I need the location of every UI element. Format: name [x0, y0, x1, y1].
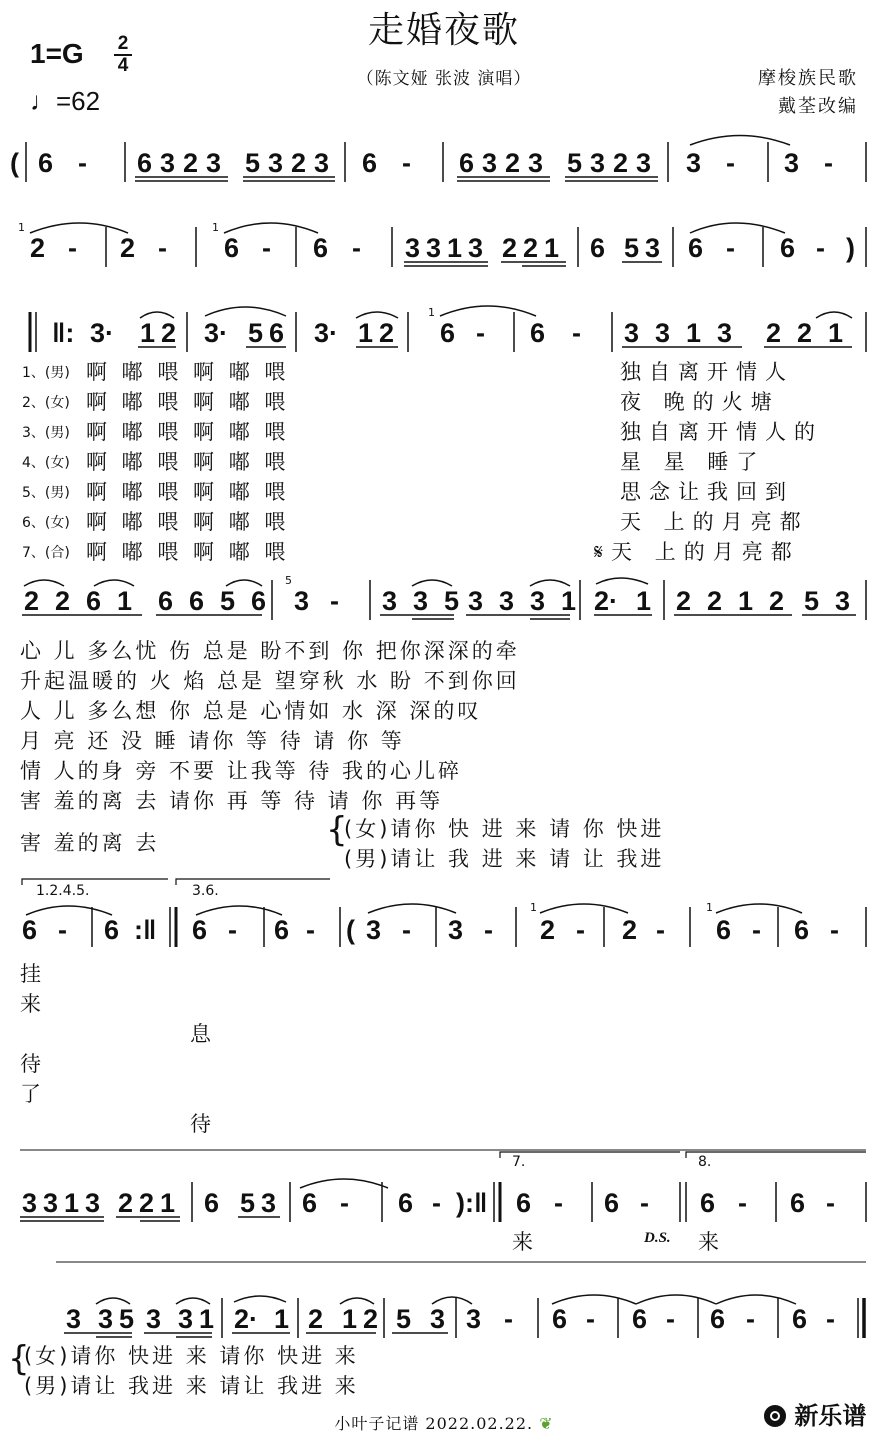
note: 3· — [204, 318, 229, 348]
note: 6 — [38, 148, 54, 178]
dash: - — [484, 915, 493, 945]
system-1-lines — [0, 140, 888, 200]
dash: - — [68, 233, 77, 263]
note: 6 — [552, 1304, 568, 1334]
note: 1 — [636, 586, 652, 616]
dash: - — [576, 915, 585, 945]
dash: - — [726, 233, 735, 263]
note: 3 — [146, 1304, 162, 1334]
end-word: 待 — [190, 1112, 211, 1136]
verse-label: 4、(女) — [22, 455, 70, 471]
note-group: 12 — [140, 318, 183, 348]
dash: - — [402, 915, 411, 945]
dash: - — [158, 233, 167, 263]
dash: - — [746, 1304, 755, 1334]
dash: - — [340, 1188, 349, 1218]
lyric-split-female: (女)请你 快 进 来 请 你 快进 — [344, 817, 665, 841]
note: 3 — [448, 915, 464, 945]
dash: - — [816, 233, 825, 263]
dash: - — [824, 148, 833, 178]
note-group: 221 — [118, 1188, 182, 1218]
note: 6 — [604, 1188, 620, 1218]
volta-3: 7. — [512, 1154, 526, 1170]
chorus-lyric: 啊 嘟 喂 啊 嘟 喂 — [86, 480, 290, 504]
note-group: 5323 — [245, 148, 338, 178]
note: 2 — [30, 233, 46, 263]
verse-lyric: 夜 晚的火塘 — [620, 390, 780, 414]
quarter-note-icon: ♩ — [30, 86, 56, 116]
site-logo — [764, 1396, 866, 1431]
verse-label: 7、(合) — [22, 545, 70, 561]
time-top: 2 — [117, 33, 129, 54]
note: 2· — [594, 586, 619, 616]
note: 3 — [66, 1304, 82, 1334]
note: 6 — [204, 1188, 220, 1218]
dal-segno: D.S. — [644, 1230, 671, 1246]
note-group: 53 — [240, 1188, 283, 1218]
paren-open: ( — [10, 148, 19, 178]
credit-arranger: 戴荃改编 — [778, 96, 858, 117]
verse-label: 2、(女) — [22, 395, 70, 411]
note: 1 — [274, 1304, 290, 1334]
note-group: 5323 — [567, 148, 660, 178]
note-group: 12 — [342, 1304, 385, 1334]
note: 3 — [466, 1304, 482, 1334]
note: 2 — [540, 915, 556, 945]
note-group: 53 — [624, 233, 667, 263]
performers: （陈文娅 张波 演唱） — [356, 69, 532, 89]
verse-lyric: 天 上的月亮都 — [620, 510, 809, 534]
dash: - — [306, 915, 315, 945]
coda-word: 来 — [698, 1230, 719, 1254]
note: 3 — [686, 148, 702, 178]
note: 3· — [314, 318, 339, 348]
final-lyric-female: (女)请你 快进 来 请你 快进 来 — [24, 1344, 359, 1368]
note: 2 — [308, 1304, 324, 1334]
note-group: 3331 — [468, 586, 593, 616]
note: 3 — [430, 1304, 446, 1334]
dash: - — [572, 318, 581, 348]
note: 6 — [794, 915, 810, 945]
chorus-lyric: 啊 嘟 喂 啊 嘟 喂 — [86, 540, 290, 564]
note: 2· — [234, 1304, 259, 1334]
chorus-lyric: 啊 嘟 喂 啊 嘟 喂 — [86, 510, 290, 534]
note-group: 2212 — [676, 586, 801, 616]
grace-note: 5 — [285, 574, 292, 587]
end-word: 来 — [20, 992, 41, 1016]
repeat-end: ):‖ — [456, 1188, 488, 1218]
dash: - — [726, 148, 735, 178]
verse-label: 3、(男) — [22, 425, 70, 441]
note: 3 — [784, 148, 800, 178]
note-group: 35 — [98, 1304, 141, 1334]
note: 6 — [516, 1188, 532, 1218]
repeat-start: ‖: — [52, 318, 75, 348]
note: 6 — [688, 233, 704, 263]
dash: - — [228, 915, 237, 945]
lyric-line: 升起温暖的 火 焰 总是 望穿秋 水 盼 不到你回 — [20, 669, 520, 693]
note-group: 56 — [248, 318, 291, 348]
note-group: 3313 — [405, 233, 490, 263]
note-group: 6323 — [459, 148, 552, 178]
grace-note: 1 — [212, 221, 219, 234]
note-group: 31 — [178, 1304, 221, 1334]
chorus-lyric: 啊 嘟 喂 啊 嘟 喂 — [86, 360, 290, 384]
grace-note: 1 — [706, 901, 713, 914]
song-title: 走婚夜歌 — [367, 10, 520, 51]
verse-lyric-segno: 𝄋天 上的月亮都 — [594, 540, 800, 564]
dash: - — [78, 148, 87, 178]
verse-label: 1、(男) — [22, 365, 70, 381]
dash: - — [586, 1304, 595, 1334]
repeat-end: :‖ — [134, 915, 157, 945]
paren-open: ( — [346, 915, 355, 945]
logo-text: 新乐谱 — [794, 1402, 867, 1430]
dash: - — [504, 1304, 513, 1334]
lyric-line: 害 羞的离 去 — [20, 831, 160, 855]
coda-word: 来 — [512, 1230, 533, 1254]
verse-lyric: 星 星 睡了 — [620, 450, 766, 474]
time-signature — [112, 34, 134, 76]
note: 6 — [224, 233, 240, 263]
dash: - — [826, 1188, 835, 1218]
lyric-split-male: (男)请让 我 进 来 请 让 我进 — [344, 847, 665, 871]
note: 6 — [780, 233, 796, 263]
dash: - — [58, 915, 67, 945]
note: 6 — [104, 915, 120, 945]
note: 3 — [294, 586, 310, 616]
dash: - — [656, 915, 665, 945]
dash: - — [432, 1188, 441, 1218]
verse-label: 6、(女) — [22, 515, 70, 531]
time-bottom: 4 — [117, 55, 129, 76]
note-group: 12 — [358, 318, 401, 348]
key-signature: 1=G — [30, 38, 84, 69]
dash: - — [476, 318, 485, 348]
grace-note: 1 — [18, 221, 25, 234]
note: 6 — [792, 1304, 808, 1334]
note-group: 221 — [766, 318, 860, 348]
verse-lyric: 独自离开情人 — [620, 360, 794, 384]
note: 2 — [622, 915, 638, 945]
end-word: 挂 — [20, 962, 41, 986]
dash: - — [666, 1304, 675, 1334]
footer-text: 小叶子记谱 2022.02.22. — [334, 1414, 534, 1433]
record-icon — [764, 1405, 786, 1427]
dash: - — [262, 233, 271, 263]
volta-4: 8. — [698, 1154, 712, 1170]
lyric-line: 人 儿 多么想 你 总是 心情如 水 深 深的叹 — [20, 699, 482, 723]
volta-1: 1.2.4.5. — [36, 883, 90, 899]
end-word: 息 — [190, 1022, 211, 1046]
note-group: 221 — [502, 233, 566, 263]
note: 6 — [362, 148, 378, 178]
verse-label: 5、(男) — [22, 485, 70, 501]
dash: - — [640, 1188, 649, 1218]
leaf-icon: ❦ — [539, 1414, 554, 1433]
dash: - — [352, 233, 361, 263]
dash: - — [738, 1188, 747, 1218]
chorus-lyric: 啊 嘟 喂 啊 嘟 喂 — [86, 450, 290, 474]
grace-note: 1 — [530, 901, 537, 914]
tempo-value: =62 — [56, 86, 101, 116]
note: 3· — [90, 318, 115, 348]
dash: - — [330, 586, 339, 616]
end-word: 了 — [20, 1082, 41, 1106]
paren-close: ) — [846, 233, 855, 263]
lyric-line: 心 儿 多么忧 伤 总是 盼不到 你 把你深深的牵 — [20, 639, 520, 663]
chorus-lyric: 啊 嘟 喂 啊 嘟 喂 — [86, 390, 290, 414]
tempo — [30, 86, 100, 117]
lyric-line: 月 亮 还 没 睡 请你 等 待 请 你 等 — [20, 729, 405, 753]
note: 6 — [590, 233, 606, 263]
dash: - — [752, 915, 761, 945]
volta-2: 3.6. — [192, 883, 219, 899]
note-group: 6656 — [158, 586, 283, 616]
note-group: 6323 — [137, 148, 230, 178]
note: 6 — [313, 233, 329, 263]
dash: - — [554, 1188, 563, 1218]
note: 2 — [120, 233, 136, 263]
dash: - — [830, 915, 839, 945]
note: 6 — [632, 1304, 648, 1334]
verse-lyric: 思念让我回到 — [620, 480, 794, 504]
lyric-line: 害 羞的离 去 请你 再 等 待 请 你 再等 — [20, 789, 444, 813]
note-group: 3313 — [22, 1188, 107, 1218]
note: 6 — [22, 915, 38, 945]
footer-credit — [0, 1411, 888, 1434]
note: 6 — [716, 915, 732, 945]
end-word: 待 — [20, 1052, 41, 1076]
verse-lyric: 独自离开情人的 — [620, 420, 823, 444]
note: 6 — [790, 1188, 806, 1218]
brace-icon: { — [326, 810, 348, 850]
note-group: 335 — [382, 586, 476, 616]
credit-genre: 摩梭族民歌 — [758, 68, 858, 89]
lyric-line: 情 人的身 旁 不要 让我等 待 我的心儿碎 — [20, 759, 463, 783]
note: 5 — [396, 1304, 412, 1334]
final-lyric-male: (男)请让 我进 来 请让 我进 来 — [24, 1374, 359, 1398]
note: 6 — [700, 1188, 716, 1218]
dash: - — [402, 148, 411, 178]
note-group: 3313 — [624, 318, 749, 348]
note: 6 — [192, 915, 208, 945]
note: 6 — [530, 318, 546, 348]
dash: - — [826, 1304, 835, 1334]
note: 6 — [398, 1188, 414, 1218]
note: 6 — [440, 318, 456, 348]
note: 6 — [710, 1304, 726, 1334]
note: 3 — [366, 915, 382, 945]
chorus-lyric: 啊 嘟 喂 啊 嘟 喂 — [86, 420, 290, 444]
grace-note: 1 — [428, 306, 435, 319]
note: 6 — [274, 915, 290, 945]
note-group: 2261 — [24, 586, 149, 616]
brace-icon: { — [8, 1339, 30, 1379]
note: 6 — [302, 1188, 318, 1218]
note-group: 53 — [804, 586, 867, 616]
